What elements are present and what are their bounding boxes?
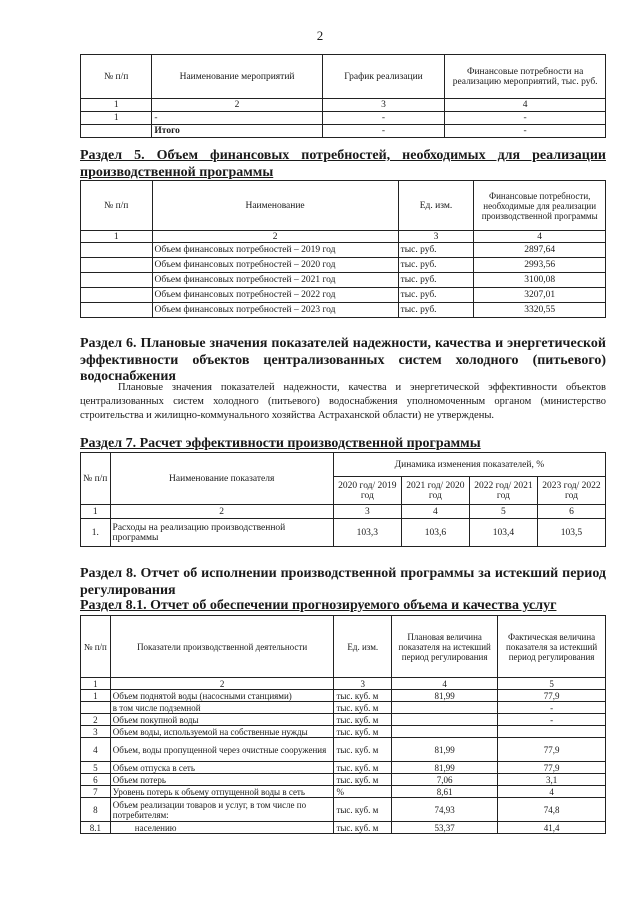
- cell: -: [498, 714, 606, 726]
- index-cell: 2: [110, 678, 334, 690]
- cell: 1.: [81, 519, 111, 547]
- index-cell: 4: [445, 99, 606, 112]
- col-header: Фактическая величина показателя за истекший период регулирования: [498, 616, 606, 678]
- service-volume-table: [80, 615, 606, 834]
- table-row: [81, 714, 606, 726]
- cell: 2993,56: [474, 258, 606, 273]
- index-cell: 4: [474, 231, 606, 243]
- cell: 53,37: [392, 822, 498, 834]
- table-row: [81, 762, 606, 774]
- cell: [81, 243, 153, 258]
- cell: Объем, воды пропущенной через очистные сооружения: [110, 738, 334, 762]
- col-header: Финансовые потребности на реализацию мероприятий, тыс. руб.: [445, 55, 606, 99]
- cell: 1: [81, 112, 152, 125]
- cell: -: [322, 125, 445, 138]
- efficiency-table: [80, 452, 606, 547]
- cell: тыс. руб.: [398, 303, 474, 318]
- index-cell: 3: [322, 99, 445, 112]
- cell: тыс. руб.: [398, 258, 474, 273]
- col-header: Ед. изм.: [334, 616, 392, 678]
- cell: [392, 726, 498, 738]
- cell: тыс. куб. м: [334, 738, 392, 762]
- cell: 2: [81, 714, 111, 726]
- index-cell: 1: [81, 505, 111, 519]
- section7-title: Раздел 7. Расчет эффективности производственной программы: [80, 436, 481, 451]
- index-cell: 2: [110, 505, 333, 519]
- col-header: Показатели производственной деятельности: [110, 616, 334, 678]
- cell: тыс. куб. м: [334, 702, 392, 714]
- cell: 103,5: [537, 519, 605, 547]
- cell: 81,99: [392, 738, 498, 762]
- index-cell: 3: [334, 678, 392, 690]
- cell: [498, 726, 606, 738]
- cell: Уровень потерь к объему отпущенной воды в сеть: [110, 786, 334, 798]
- cell: 2897,64: [474, 243, 606, 258]
- cell: 103,4: [469, 519, 537, 547]
- cell: 77,9: [498, 762, 606, 774]
- cell: 1: [81, 690, 111, 702]
- col-header: № п/п: [81, 181, 153, 231]
- cell: 8.1: [81, 822, 111, 834]
- col-header: Наименование показателя: [110, 453, 333, 505]
- cell: 41,4: [498, 822, 606, 834]
- table-row: [81, 303, 606, 318]
- cell: 77,9: [498, 690, 606, 702]
- cell: тыс. куб. м: [334, 798, 392, 822]
- cell: -: [322, 112, 445, 125]
- period-header: 2020 год/ 2019 год: [333, 477, 401, 505]
- table-row: [81, 726, 606, 738]
- cell: Объем поднятой воды (насосными станциями): [110, 690, 334, 702]
- cell: 77,9: [498, 738, 606, 762]
- cell: Объем потерь: [110, 774, 334, 786]
- col-header: График реализации: [322, 55, 445, 99]
- cell: 74,8: [498, 798, 606, 822]
- cell: тыс. куб. м: [334, 726, 392, 738]
- index-cell: 5: [498, 678, 606, 690]
- table-row: [81, 690, 606, 702]
- cell: 74,93: [392, 798, 498, 822]
- table-row: [81, 738, 606, 762]
- cell: -: [445, 125, 606, 138]
- cell: тыс. руб.: [398, 273, 474, 288]
- col-header: Финансовые потребности, необходимые для реализации производственной программы: [474, 181, 606, 231]
- cell: тыс. куб. м: [334, 822, 392, 834]
- table-row: [81, 774, 606, 786]
- cell: [392, 702, 498, 714]
- table-row: [81, 243, 606, 258]
- section81-title: Раздел 8.1. Отчет об обеспечении прогнозируемого объема и качества услуг: [80, 598, 557, 613]
- cell: [81, 125, 152, 138]
- page-number: 2: [316, 28, 324, 43]
- col-header: Ед. изм.: [398, 181, 474, 231]
- cell: -: [498, 702, 606, 714]
- cell: 6: [81, 774, 111, 786]
- index-cell: 2: [152, 231, 398, 243]
- col-header: № п/п: [81, 616, 111, 678]
- section8-title: Раздел 8. Отчет об исполнении производственной программы за истекший период регулирования: [80, 566, 606, 598]
- cell: 8,61: [392, 786, 498, 798]
- index-cell: 4: [392, 678, 498, 690]
- cell: 7: [81, 786, 111, 798]
- cell: 103,3: [333, 519, 401, 547]
- cell: тыс. руб.: [398, 243, 474, 258]
- cell: 5: [81, 762, 111, 774]
- table-row: [81, 822, 606, 834]
- cell: [392, 714, 498, 726]
- cell: Объем покупной воды: [110, 714, 334, 726]
- index-cell: 1: [81, 99, 152, 112]
- cell: 4: [81, 738, 111, 762]
- table-row: [81, 702, 606, 714]
- cell: 3207,01: [474, 288, 606, 303]
- period-header: 2021 год/ 2020 год: [401, 477, 469, 505]
- section6-title: Раздел 6. Плановые значения показателей надежности, качества и энергетической эффективности объектов централизованных систем холодного (питьевого) водоснабжения: [80, 336, 606, 384]
- cell: Объем финансовых потребностей – 2022 год: [152, 288, 398, 303]
- total-label: Итого: [152, 125, 322, 138]
- section5-title: Раздел 5. Объем финансовых потребностей, необходимых для реализации производственной программы: [80, 148, 606, 180]
- cell: Объем воды, используемой на собственные нужды: [110, 726, 334, 738]
- table-row: [81, 125, 606, 138]
- col-header: Плановая величина показателя на истекший период регулирования: [392, 616, 498, 678]
- cell: Объем реализации товаров и услуг, в том числе по потребителям:: [110, 798, 334, 822]
- cell: тыс. куб. м: [334, 762, 392, 774]
- section6-text: Плановые значения показателей надежности, качества и энергетической эффективности объектов централизованных систем холодного (питьевого) водоснабжения уполномоченным органом (министерство строительства и жилищно-коммунального хозяйства Астраханской области) не утверждены.: [80, 382, 606, 421]
- activities-table: [80, 54, 606, 138]
- cell: 3: [81, 726, 111, 738]
- cell: 81,99: [392, 762, 498, 774]
- col-header: Наименование мероприятий: [152, 55, 322, 99]
- index-cell: 3: [333, 505, 401, 519]
- cell: 3,1: [498, 774, 606, 786]
- table-row: [81, 288, 606, 303]
- cell: [81, 273, 153, 288]
- cell: Объем финансовых потребностей – 2019 год: [152, 243, 398, 258]
- cell: 7,06: [392, 774, 498, 786]
- cell: [81, 303, 153, 318]
- cell: Объем финансовых потребностей – 2021 год: [152, 273, 398, 288]
- index-cell: 3: [398, 231, 474, 243]
- index-cell: 6: [537, 505, 605, 519]
- cell: тыс. куб. м: [334, 714, 392, 726]
- cell: Объем финансовых потребностей – 2020 год: [152, 258, 398, 273]
- cell: тыс. куб. м: [334, 690, 392, 702]
- cell: %: [334, 786, 392, 798]
- cell: 3320,55: [474, 303, 606, 318]
- index-cell: 5: [469, 505, 537, 519]
- cell: Объем финансовых потребностей – 2023 год: [152, 303, 398, 318]
- col-group-header: Динамика изменения показателей, %: [333, 453, 605, 477]
- col-header: № п/п: [81, 55, 152, 99]
- cell: [81, 702, 111, 714]
- cell: 81,99: [392, 690, 498, 702]
- table-row: [81, 273, 606, 288]
- index-cell: 4: [401, 505, 469, 519]
- cell: Расходы на реализацию производственной программы: [110, 519, 333, 547]
- cell: -: [445, 112, 606, 125]
- cell: Объем отпуска в сеть: [110, 762, 334, 774]
- cell: 8: [81, 798, 111, 822]
- cell: тыс. куб. м: [334, 774, 392, 786]
- cell: в том числе подземной: [110, 702, 334, 714]
- table-row: [81, 798, 606, 822]
- table-row: [81, 112, 606, 125]
- cell: 4: [498, 786, 606, 798]
- cell: -: [152, 112, 322, 125]
- index-cell: 1: [81, 678, 111, 690]
- cell: тыс. руб.: [398, 288, 474, 303]
- period-header: 2022 год/ 2021 год: [469, 477, 537, 505]
- col-header: Наименование: [152, 181, 398, 231]
- col-header: № п/п: [81, 453, 111, 505]
- cell: [81, 258, 153, 273]
- period-header: 2023 год/ 2022 год: [537, 477, 605, 505]
- cell: населению: [110, 822, 334, 834]
- index-cell: 2: [152, 99, 322, 112]
- table-row: [81, 519, 606, 547]
- table-row: [81, 786, 606, 798]
- cell: 3100,08: [474, 273, 606, 288]
- cell: [81, 288, 153, 303]
- financial-needs-table: [80, 180, 606, 318]
- index-cell: 1: [81, 231, 153, 243]
- table-row: [81, 258, 606, 273]
- cell: 103,6: [401, 519, 469, 547]
